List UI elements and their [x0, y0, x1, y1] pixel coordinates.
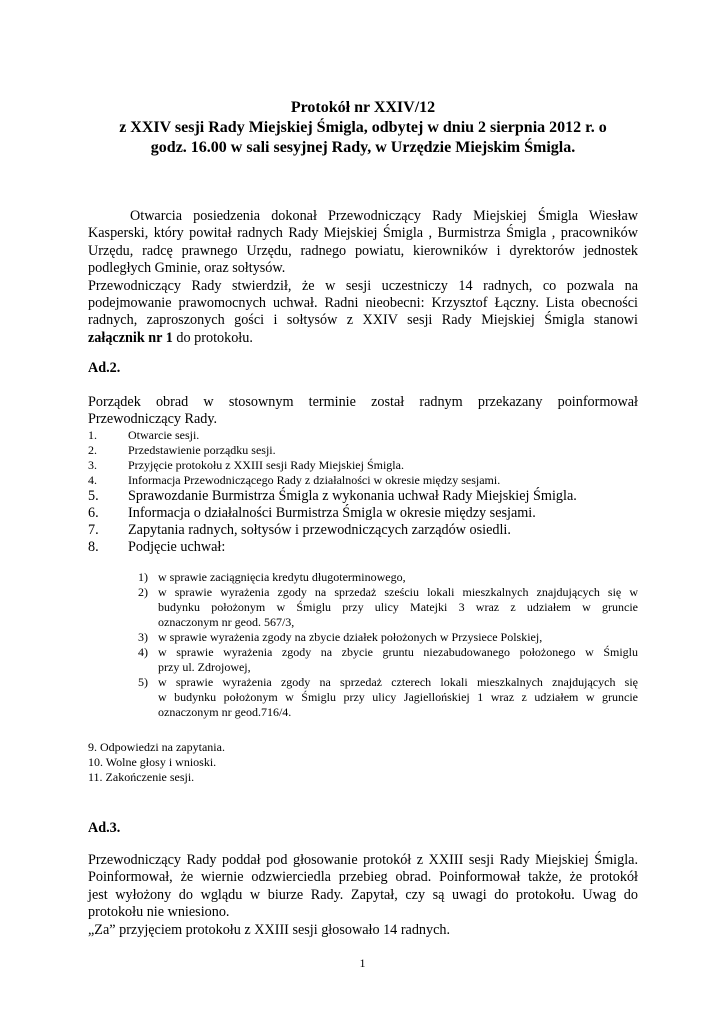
sublist-line: oznaczonym nr geod. 567/3,: [158, 615, 295, 629]
agenda-item-text: Zapytania radnych, sołtysów i przewodniczących zarządów osiedli.: [128, 522, 511, 538]
agenda-item-text: Podjęcie uchwał:: [128, 539, 226, 555]
ad3-line: protokołu nie wniesiono.: [88, 904, 230, 921]
sublist-item: [138, 585, 638, 630]
sublist-item: [138, 630, 638, 645]
agenda-item-number: 7.: [88, 522, 99, 538]
document-title: [80, 98, 646, 158]
page-number: 1: [359, 956, 366, 970]
agenda-tail: [88, 740, 225, 785]
ad2-intro-line: Porządek obrad w stosownym terminie został radnym przekazany poinformował: [88, 394, 638, 410]
intro-line: radnych, zaproszonych gości i sołtysów z XXIV sesji Rady Miejskiej Śmigla stanowi: [88, 312, 638, 329]
sublist-item-number: 4): [138, 645, 148, 659]
agenda-item-text: Przedstawienie porządku sesji.: [128, 443, 276, 457]
intro-line: Kasperski, który powitał radnych Rady Miejskiej Śmigla , Burmistrza Śmigla , pracowników: [88, 225, 638, 242]
agenda-item-number: 2.: [88, 443, 97, 457]
sublist-line: w budynku położonym w Śmiglu przy ulicy Jagiellońskiej 1 wraz z udziałem w gruncie: [158, 690, 638, 704]
agenda-item-number: 5.: [88, 488, 99, 504]
attachment-ref: załącznik nr 1: [88, 329, 173, 346]
agenda-item-number: 4.: [88, 473, 97, 487]
intro-line: Urzędu, radcę prawnego Urzędu, radnego powiatu, kierowników i dyrektorów jednostek: [88, 242, 638, 259]
ad3-line: Przewodniczący Rady poddał pod głosowanie protokół z XXIII sesji Rady Miejskiej Śmigla.: [88, 852, 638, 868]
ad2-intro: [88, 394, 638, 429]
agenda-tail-item: 11. Zakończenie sesji.: [88, 770, 195, 784]
sublist-line: w sprawie wyrażenia zgody na zbycie gruntu niezabudowanego położonego w Śmiglu: [158, 645, 638, 659]
agenda-item: [88, 428, 648, 443]
agenda-item: [88, 505, 648, 522]
agenda-list: [88, 428, 648, 556]
sublist-line: w sprawie zaciągnięcia kredytu długoterminowego,: [158, 570, 406, 584]
agenda-tail-item: 10. Wolne głosy i wnioski.: [88, 755, 217, 769]
sublist-line: oznaczonym nr geod.716/4.: [158, 705, 292, 719]
sublist-item-number: 5): [138, 675, 148, 689]
agenda-item: [88, 539, 648, 556]
title-line-3: godz. 16.00 w sali sesyjnej Rady, w Urzędzie Miejskim Śmigla.: [150, 139, 576, 156]
agenda-item-number: 1.: [88, 428, 97, 442]
ad3-line: Poinformował, że wiernie odzwierciedla przebieg obrad. Poinformował także, że protokół: [88, 869, 638, 886]
agenda-item-text: Otwarcie sesji.: [128, 428, 200, 442]
ad3-heading: Ad.3.: [88, 820, 121, 836]
resolution-sublist: [138, 570, 638, 720]
ad2-heading: Ad.2.: [88, 360, 121, 376]
sublist-item-number: 2): [138, 585, 148, 599]
agenda-item: [88, 458, 648, 473]
ad3-line: jest wyłożony do wglądu w biurze Rady. Zapytał, czy są uwagi do protokołu. Uwag do: [88, 886, 638, 903]
agenda-item-text: Sprawozdanie Burmistrza Śmigla z wykonania uchwał Rady Miejskiej Śmigla.: [128, 488, 577, 504]
intro-line: Otwarcia posiedzenia dokonał Przewodniczący Rady Miejskiej Śmigla Wiesław: [130, 208, 638, 224]
agenda-item: [88, 522, 648, 539]
ad2-intro-line: Przewodniczący Rady.: [88, 411, 218, 428]
ad3-line: „Za” przyjęciem protokołu z XXIII sesji głosowało 14 radnych.: [88, 921, 451, 938]
sublist-item-number: 1): [138, 570, 148, 584]
title-line-1: Protokół nr XXIV/12: [290, 99, 436, 116]
agenda-item-text: Informacja Przewodniczącego Rady z działalności w okresie między sesjami.: [128, 473, 501, 487]
sublist-item-number: 3): [138, 630, 148, 644]
agenda-item-number: 3.: [88, 458, 97, 472]
sublist-item: [138, 570, 638, 585]
agenda-item-text: Informacja o działalności Burmistrza Śmigla w okresie między sesjami.: [128, 505, 536, 521]
sublist-line: w sprawie wyrażenia zgody na sprzedaż sześciu lokali mieszkalnych znajdujących się w: [158, 585, 638, 599]
agenda-item: [88, 473, 648, 488]
agenda-tail-item: 9. Odpowiedzi na zapytania.: [88, 740, 225, 754]
agenda-item-text: Przyjęcie protokołu z XXIII sesji Rady Miejskiej Śmigla.: [128, 458, 404, 472]
intro-paragraph: [88, 208, 638, 347]
title-line-2: z XXIV sesji Rady Miejskiej Śmigla, odbytej w dniu 2 sierpnia 2012 r. o: [119, 119, 607, 136]
intro-line: podległych Gminie, oraz sołtysów.: [88, 260, 286, 277]
sublist-line: w sprawie wyrażenia zgody na zbycie działek położonych w Przysiece Polskiej,: [158, 630, 543, 644]
sublist-line: budynku położonym w Śmiglu przy ulicy Matejki 3 wraz z udziałem w gruncie: [158, 600, 638, 614]
agenda-item: [88, 443, 648, 458]
agenda-item: [88, 488, 648, 505]
sublist-line: w sprawie wyrażenia zgody na sprzedaż czterech lokali mieszkalnych znajdujących się: [158, 675, 638, 689]
sublist-line: przy ul. Zdrojowej,: [158, 660, 251, 674]
agenda-item-number: 6.: [88, 505, 99, 521]
sublist-item: [138, 645, 638, 675]
intro-line: Przewodniczący Rady stwierdził, że w sesji uczestniczy 14 radnych, co pozwala na: [88, 277, 638, 294]
sublist-item: [138, 675, 638, 720]
agenda-item-number: 8.: [88, 539, 99, 555]
ad3-paragraph: [88, 852, 638, 939]
intro-line: [88, 330, 638, 347]
intro-line: podejmowanie prawomocnych uchwał. Radni nieobecni: Krzysztof Łączny. Lista obecności: [88, 295, 638, 312]
attachment-suffix: do protokołu.: [172, 329, 253, 346]
